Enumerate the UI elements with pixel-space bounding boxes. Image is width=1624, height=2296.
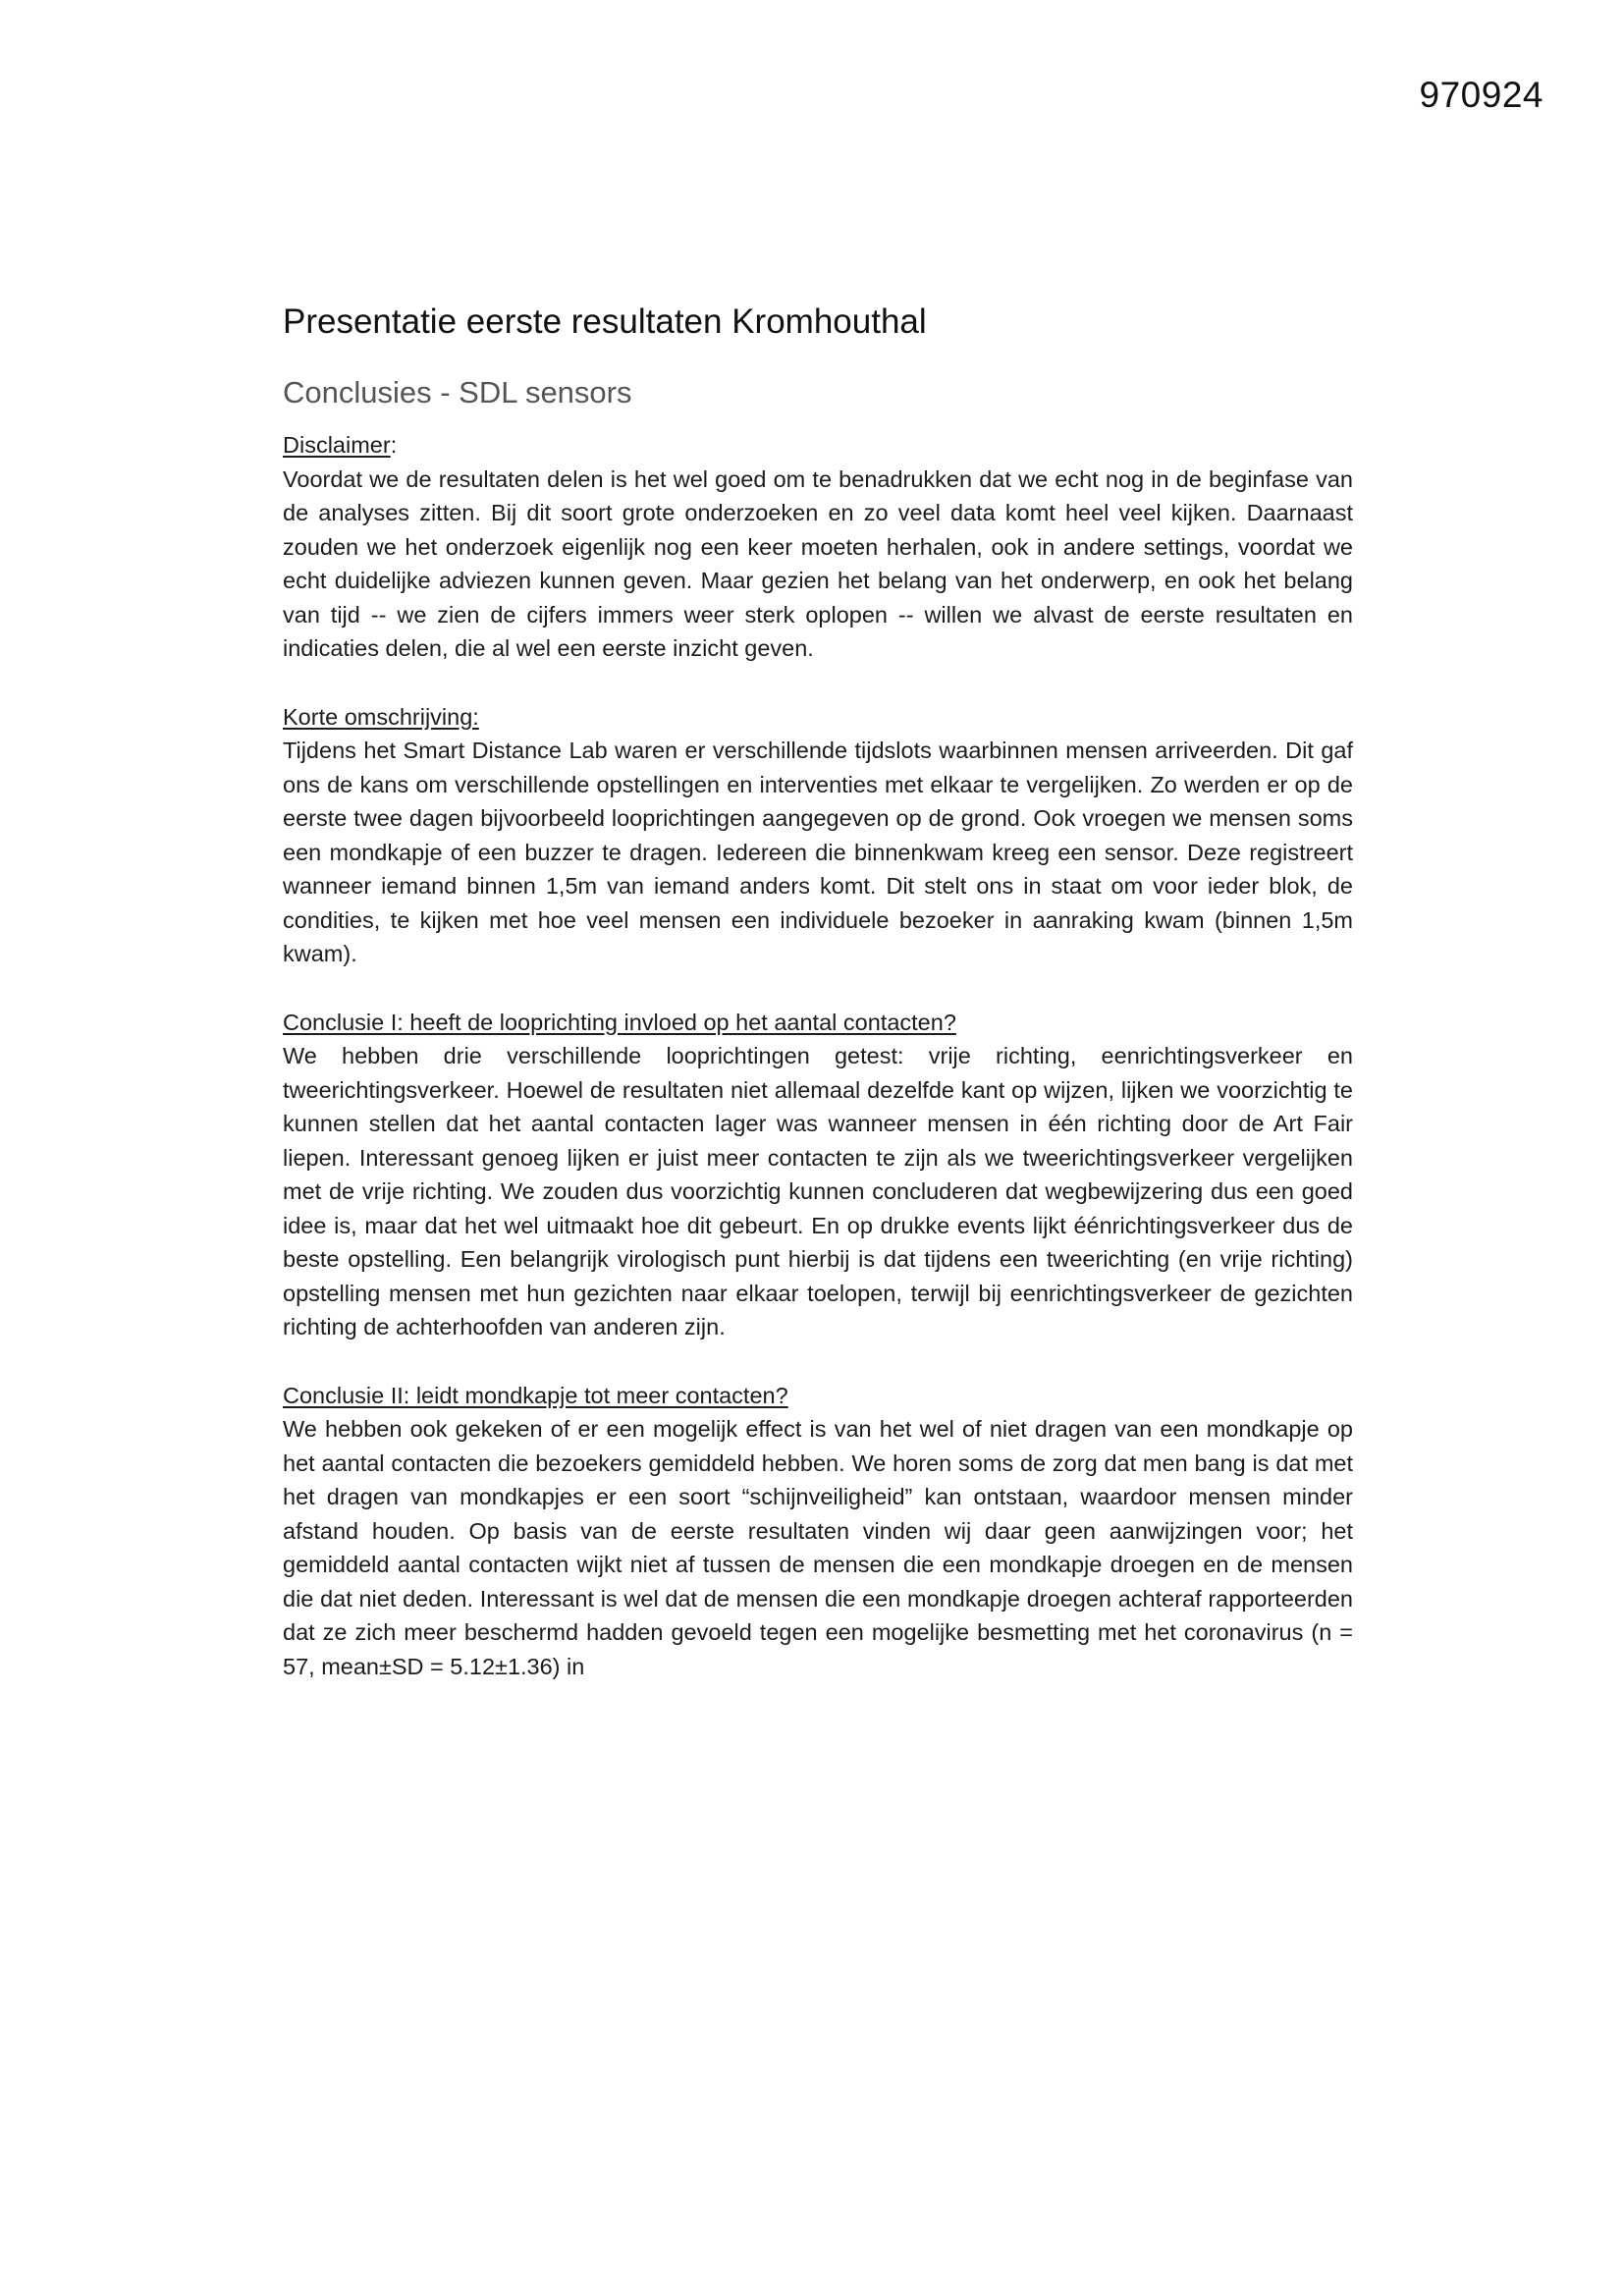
conclusion-2-heading: Conclusie II: leidt mondkapje tot meer contacten? xyxy=(283,1382,788,1408)
conclusion-1-heading: Conclusie I: heeft de looprichting invloed op het aantal contacten? xyxy=(283,1009,956,1035)
conclusion-2-body: We hebben ook gekeken of er een mogelijk effect is van het wel of niet dragen van een mondkapje op het aantal contacten die bezoekers gemiddeld hebben. We horen soms de zorg dat men bang is dat met het dragen van mondkapjes er een soort “schijnveiligheid” kan ontstaan, waardoor mensen minder afstand houden. Op basis van de eerste resultaten vinden wij daar geen aanwijzingen voor; het gemiddeld aantal contacten wijkt niet af tussen de mensen die een mondkapje droegen en de mensen die dat niet deden. Interessant is wel dat de mensen die een mondkapje droegen achteraf rapporteerden dat ze zich meer beschermd hadden gevoeld tegen een mogelijke besmetting met het coronavirus (n = 57, mean±SD = 5.12±1.36) in xyxy=(283,1416,1353,1679)
disclaimer-heading-colon: : xyxy=(390,432,398,458)
conclusion-2-block xyxy=(283,1379,1353,1684)
page-id-number: 970924 xyxy=(1419,75,1543,115)
document-content xyxy=(283,302,1353,1718)
disclaimer-block xyxy=(283,428,1353,666)
description-block xyxy=(283,700,1353,971)
disclaimer-body: Voordat we de resultaten delen is het wel goed om te benadrukken dat we echt nog in de beginfase van de analyses zitten. Bij dit soort grote onderzoeken en zo veel data komt heel veel kijken. Daarnaast zouden we het onderzoek eigenlijk nog een keer moeten herhalen, ook in andere settings, voordat we echt duidelijke adviezen kunnen geven. Maar gezien het belang van het onderwerp, en ook het belang van tijd -- we zien de cijfers immers weer sterk oplopen -- willen we alvast de eerste resultaten en indicaties delen, die al wel een eerste inzicht geven. xyxy=(283,465,1353,661)
description-heading: Korte omschrijving: xyxy=(283,703,479,730)
conclusion-1-block xyxy=(283,1006,1353,1344)
disclaimer-heading xyxy=(283,428,1353,463)
document-title: Presentatie eerste resultaten Kromhouthal xyxy=(283,302,927,341)
conclusion-1-body: We hebben drie verschillende looprichtingen getest: vrije richting, eenrichtingsverkeer en tweerichtingsverkeer. Hoewel de resultaten niet allemaal dezelfde kant op wijzen, lijken we voorzichtig te kunnen stellen dat het aantal contacten lager was wanneer mensen in één richting door de Art Fair liepen. Interessant genoeg lijken er juist meer contacten te zijn als we tweerichtingsverkeer vergelijken met de vrije richting. We zouden dus voorzichtig kunnen concluderen dat wegbewijzering dus een goed idee is, maar dat het wel uitmaakt hoe dit gebeurt. En op drukke events lijkt éénrichtingsverkeer dus de beste opstelling. Een belangrijk virologisch punt hierbij is dat tijdens een tweerichting (en vrije richting) opstelling mensen met hun gezichten naar elkaar toelopen, terwijl bij eenrichtingsverkeer de gezichten richting de achterhoofden van anderen zijn. xyxy=(283,1043,1353,1339)
disclaimer-heading-text: Disclaimer xyxy=(283,432,391,458)
description-body: Tijdens het Smart Distance Lab waren er verschillende tijdslots waarbinnen mensen arriveerden. Dit gaf ons de kans om verschillende opstellingen en interventies met elkaar te vergelijken. Zo werden er op de eerste twee dagen bijvoorbeeld looprichtingen aangegeven op de grond. Ook vroegen we mensen soms een mondkapje of een buzzer te dragen. Iedereen die binnenkwam kreeg een sensor. Deze registreert wanneer iemand binnen 1,5m van iemand anders komt. Dit stelt ons in staat om voor ieder blok, de condities, te kijken met hoe veel mensen een individuele bezoeker in aanraking kwam (binnen 1,5m kwam). xyxy=(283,738,1353,966)
section-title: Conclusies - SDL sensors xyxy=(283,375,632,410)
